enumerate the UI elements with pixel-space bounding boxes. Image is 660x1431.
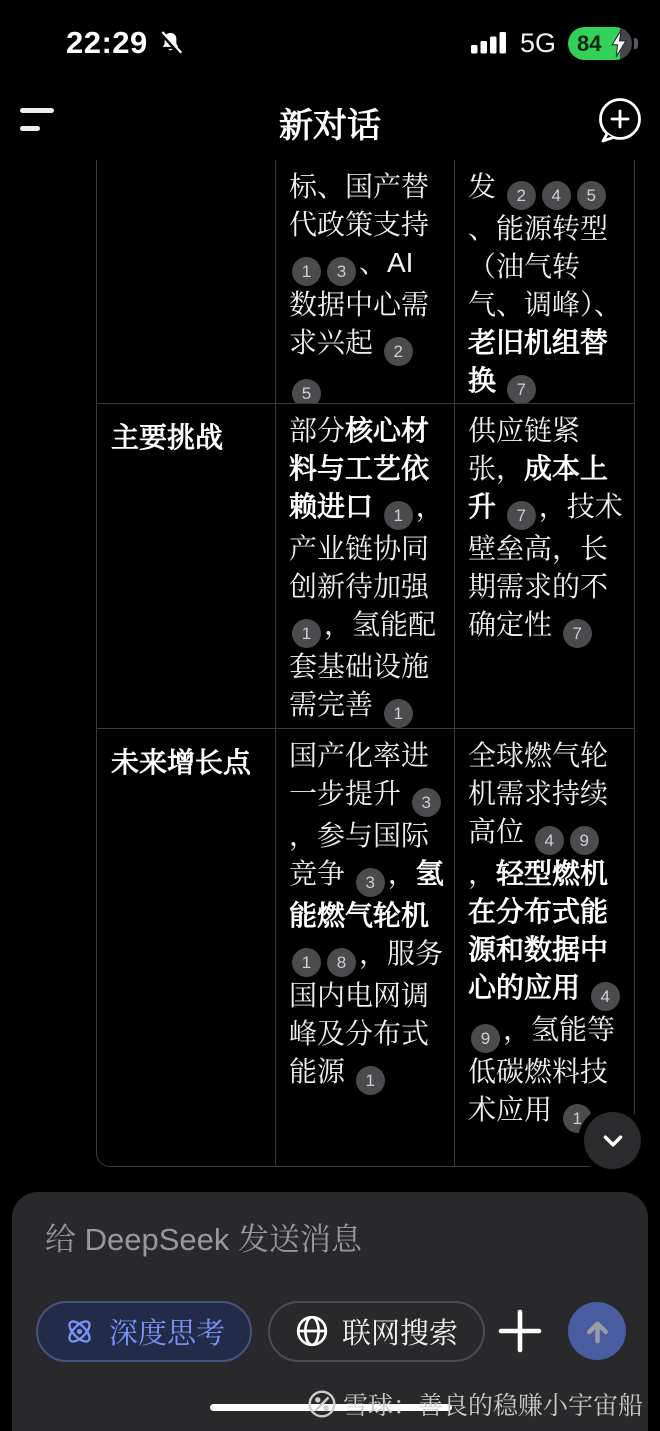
bell-muted-icon [157,30,184,57]
cell-text: 老旧机组替换 [468,327,609,396]
composer-toolbar [36,1300,626,1362]
table-cell [276,160,455,403]
table-row [97,728,634,1166]
citation-badge[interactable]: 1 [384,501,413,530]
citation-badge[interactable]: 1 [292,619,321,648]
citation-badge[interactable]: 2 [507,181,536,210]
table-cell [455,404,634,728]
arrow-up-icon [582,1316,613,1347]
plus-icon [498,1309,542,1353]
send-button[interactable] [568,1302,626,1360]
table-row [97,160,634,403]
citation-badge[interactable]: 1 [292,948,321,977]
citation-badge[interactable]: 7 [507,375,536,403]
cell-text: 全球燃气轮机需求持续高位 [468,740,609,847]
citation-badge[interactable]: 1 [563,1104,592,1133]
cell-text: ，氢能等低碳燃料技术应用 [468,1014,616,1125]
citation-badge[interactable]: 9 [570,826,599,855]
cell-text: ，氢能配套基础设施需完善 [289,609,437,720]
citation-badge[interactable]: 1 [356,1066,385,1095]
citation-badge[interactable]: 5 [577,181,606,210]
cellular-signal-icon [471,31,508,55]
row-label-cell: 未来增长点 [97,729,276,1166]
cell-text: 、AI 数据中心需求兴起 [289,247,430,358]
xueqiu-logo-icon [307,1389,337,1419]
citation-badge[interactable]: 5 [292,379,321,403]
table-cell [455,729,634,1166]
table-cell [276,404,455,728]
table-cell [455,160,634,403]
cell-text: 轻型燃机在分布式能源和数据中心的应用 [468,858,609,1003]
citation-badge[interactable]: 3 [327,257,356,286]
cell-text: 核心材料与工艺依赖进口 [289,415,430,522]
attach-button[interactable] [497,1308,543,1354]
chevron-down-icon [600,1128,626,1154]
cell-text: 发 [468,171,504,202]
battery-percent: 84 [577,30,602,56]
citation-badge[interactable]: 2 [384,337,413,366]
cell-text: 氢能燃气轮机 [289,858,444,931]
citation-badge[interactable]: 3 [412,788,441,817]
cell-text: 成本上升 [468,453,609,522]
status-bar [0,0,660,80]
watermark [307,1386,643,1422]
citation-badge[interactable]: 1 [384,699,413,728]
citation-badge[interactable]: 1 [292,257,321,286]
globe-icon [295,1314,329,1348]
app-header [0,90,660,162]
table-cell [276,729,455,1166]
table-row [97,403,634,728]
cell-text: 供应链紧张， [468,415,581,484]
deep-think-label: 深度思考 [109,1317,226,1350]
watermark-text: 雪球：善良的稳赚小宇宙船 [342,1392,643,1420]
web-search-label: 联网搜索 [342,1317,459,1350]
citation-badge[interactable]: 8 [327,948,356,977]
cell-text: ， [387,858,416,889]
cell-text: ，服务国内电网调峰及分布式能源 [289,938,444,1087]
citation-badge[interactable]: 7 [563,619,592,648]
row-label-cell [97,160,276,403]
cell-text: 标、国产替代政策支持 [289,171,430,240]
cell-text: 、能源转型（油气转气、调峰）、 [468,213,623,320]
citation-badge[interactable]: 4 [535,826,564,855]
new-chat-button[interactable] [596,96,644,144]
cell-text: ， [468,858,497,889]
deep-think-toggle[interactable] [36,1301,252,1362]
charging-bolt-icon [611,29,627,58]
page-title: 新对话 [279,107,381,145]
battery-indicator [568,27,632,60]
web-search-toggle[interactable] [268,1301,485,1362]
scroll-to-bottom-button[interactable] [584,1112,641,1169]
clock: 22:29 [66,25,148,60]
citation-badge[interactable]: 7 [507,501,536,530]
citation-badge[interactable]: 9 [471,1024,500,1053]
message-composer [12,1192,648,1431]
cell-text: ，产业链协同创新待加强 [289,491,444,602]
citation-badge[interactable]: 3 [356,868,385,897]
result-table [96,160,635,1167]
new-chat-bubble-plus-icon [596,96,644,144]
cell-text: 部分 [289,415,346,446]
message-input[interactable] [45,1218,615,1266]
cell-text: ，参与国际竞争 [289,820,430,889]
input-placeholder: 给 DeepSeek 发送消息 [45,1222,362,1257]
atom-deepthink-icon [63,1315,96,1348]
cell-text: 国产化率进一步提升 [289,740,430,809]
cell-text: ，技术壁垒高，长期需求的不确定性 [468,491,623,640]
citation-badge[interactable]: 4 [591,982,620,1011]
citation-badge[interactable]: 4 [542,181,571,210]
row-label-cell: 主要挑战 [97,404,276,728]
network-type-label: 5G [519,27,556,58]
